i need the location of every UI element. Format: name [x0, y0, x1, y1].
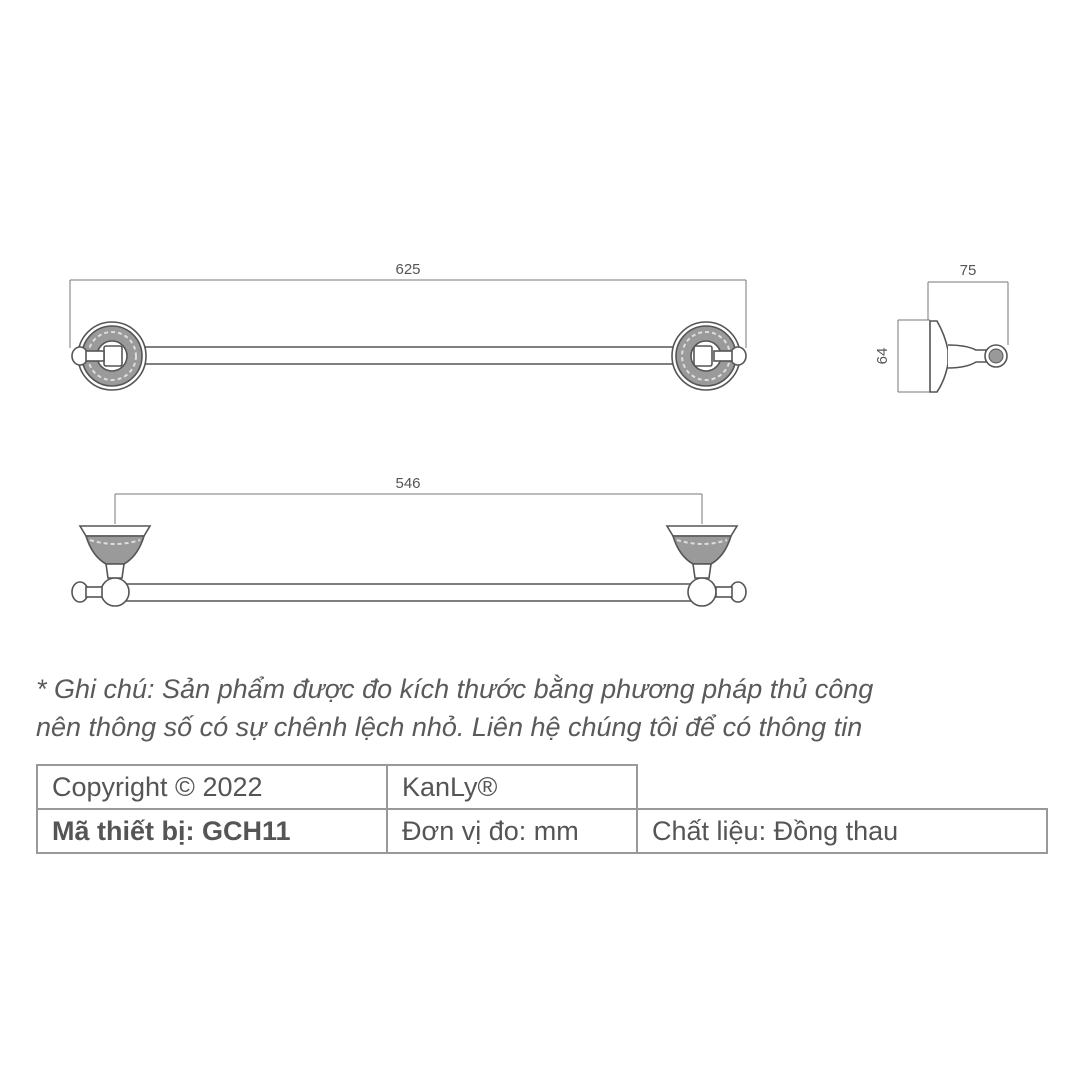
overall-length-label: 625 — [395, 261, 421, 278]
material-cell: Chất liệu: Đồng thau — [637, 809, 1047, 853]
mount-spacing-label: 546 — [395, 475, 421, 492]
dimension-height — [898, 320, 930, 392]
measurement-note — [36, 670, 1066, 746]
brand-cell: KanLy® — [387, 765, 637, 809]
left-rosette-front — [72, 322, 146, 390]
right-rosette-front — [672, 322, 746, 390]
wall-plate-side — [930, 321, 948, 392]
copyright-cell: Copyright © 2022 — [37, 765, 387, 809]
model-cell: Mã thiết bị: GCH11 — [37, 809, 387, 853]
spec-row-1 — [37, 765, 1047, 809]
towel-bar-front — [118, 347, 698, 364]
front-view — [70, 280, 746, 390]
arm-side — [948, 345, 986, 368]
towel-bar-top — [118, 584, 698, 601]
empty-cell — [637, 765, 1047, 809]
dimension-overall-length — [70, 280, 746, 348]
spec-table — [36, 764, 1048, 854]
spec-row-2 — [37, 809, 1047, 853]
note-line-2: nên thông số có sự chênh lệch nhỏ. Liên hệ chúng tôi để có thông tin — [36, 712, 863, 742]
unit-cell: Đơn vị đo: mm — [387, 809, 637, 853]
side-view — [898, 282, 1008, 392]
dimension-mount-spacing — [115, 494, 702, 524]
depth-label: 75 — [959, 262, 977, 279]
height-label: 64 — [874, 347, 891, 365]
note-line-1: * Ghi chú: Sản phẩm được đo kích thước bằng phương pháp thủ công — [36, 674, 874, 704]
top-view — [72, 494, 746, 606]
